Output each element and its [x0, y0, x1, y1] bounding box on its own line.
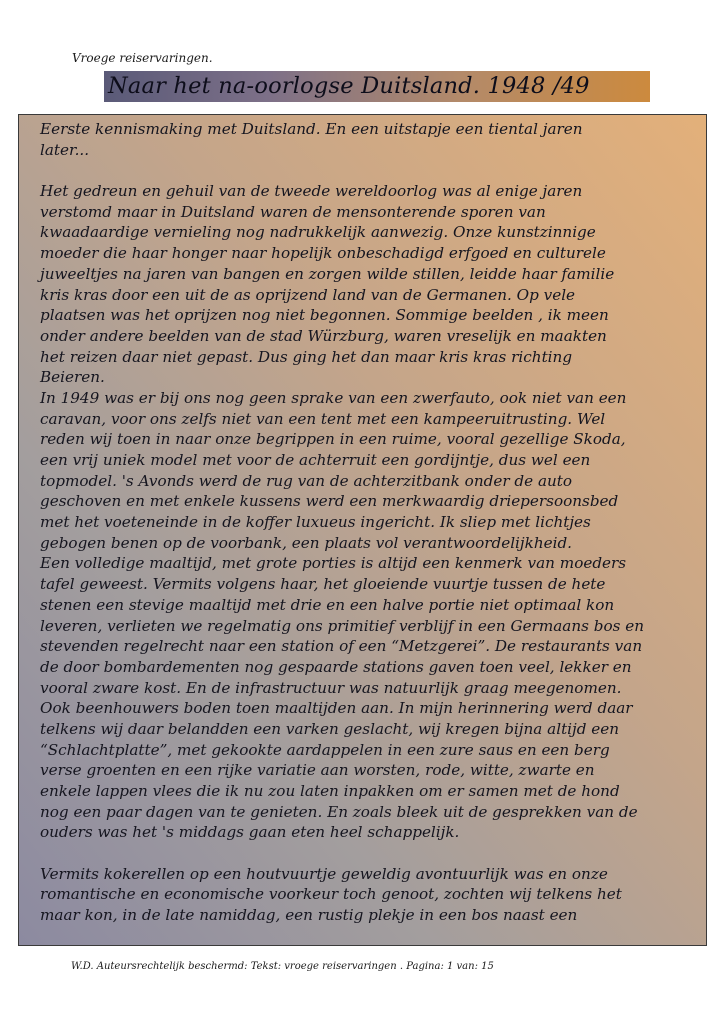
story-body: [40, 119, 700, 926]
text-line: een vrij uniek model met voor de achterruit een gordijntje, dus wel een: [40, 451, 591, 469]
text-line: plaatsen was het oprijzen nog niet begonnen. Sommige beelden , ik meen: [40, 306, 609, 325]
text-line: stevenden regelrecht naar een station of een “Metzgerei”. De restaurants van: [40, 637, 643, 656]
text-line: “Schlachtplatte”, met gekookte aardappelen in een zure saus en een berg: [40, 740, 610, 759]
text-line: juweeltjes na jaren van bangen en zorgen wilde stillen, leidde haar familie: [40, 264, 615, 283]
text-line: stenen een stevige maaltijd met drie en een halve portie niet optimaal kon: [40, 595, 615, 614]
text-line: topmodel. 's Avonds werd de rug van de achterzitbank onder de auto: [40, 471, 573, 490]
text-line: telkens wij daar belandden een varken geslacht, wij kregen bijna altijd een: [40, 719, 620, 738]
title-bar: [104, 71, 650, 102]
text-line: kris kras door een uit de as oprijzend land van de Germanen. Op vele: [40, 285, 576, 304]
text-line: nog een paar dagen van te genieten. En zoals bleek uit de gesprekken van de: [40, 802, 638, 821]
paragraph-gap: [40, 160, 700, 181]
text-line: Vermits kokerellen op een houtvuurtje geweldig avontuurlijk was en onze: [40, 864, 608, 883]
text-line: gebogen benen op de voorbank, een plaats vol verantwoordelijkheid.: [40, 533, 572, 552]
text-line: ouders was het 's middags gaan eten heel schappelijk.: [40, 823, 460, 842]
text-line: enkele lappen vlees die ik nu zou laten inpakken om er samen met de hond: [40, 782, 620, 800]
text-line: leveren, verlieten we regelmatig ons primitief verblijf in een Germaans bos en: [40, 616, 644, 635]
text-line: romantische en economische voorkeur toch genoot, zochten wij telkens het: [40, 885, 622, 904]
text-line: het reizen daar niet gepast. Dus ging het dan maar kris kras richting: [40, 347, 573, 366]
text-line: Het gedreun en gehuil van de tweede wereldoorlog was al enige jaren: [40, 182, 583, 201]
text-line: kwaadaardige vernieling nog nadrukkelijk aanwezig. Onze kunstzinnige: [40, 223, 596, 242]
text-line: Eerste kennismaking met Duitsland. En een uitstapje een tiental jaren: [40, 120, 583, 138]
series-label: Vroege reiservaringen.: [72, 51, 213, 65]
text-line: In 1949 was er bij ons nog geen sprake van een zwerfauto, ook niet van een: [40, 388, 627, 407]
page-footer: W.D. Auteursrechtelijk beschermd: Tekst: vroege reiservaringen . Pagina: 1 van: 15: [71, 961, 494, 972]
story-text-box: [18, 114, 707, 946]
text-line: de door bombardementen nog gespaarde stations gaven toen veel, lekker en: [40, 657, 632, 676]
text-line: verse groenten en een rijke variatie aan worsten, rode, witte, zwarte en: [40, 761, 595, 780]
text-line: geschoven en met enkele kussens werd een merkwaardig driepersoonsbed: [40, 492, 619, 511]
text-line: moeder die haar honger naar hopelijk onbeschadigd erfgoed en culturele: [40, 244, 606, 263]
text-line: met het voeteneinde in de koffer luxueus ingericht. Ik sliep met lichtjes: [40, 513, 591, 532]
text-line: caravan, voor ons zelfs niet van een tent met een kampeeruitrusting. Wel: [40, 409, 606, 428]
text-line: Ook beenhouwers boden toen maaltijden aan. In mijn herinnering werd daar: [40, 699, 633, 718]
paragraph-gap: [40, 843, 700, 864]
text-line: onder andere beelden van de stad Würzburg, waren vreselijk en maakten: [40, 326, 607, 345]
text-line: maar kon, in de late namiddag, een rustig plekje in een bos naast een: [40, 906, 578, 925]
text-line: verstomd maar in Duitsland waren de mensonterende sporen van: [40, 202, 546, 221]
text-line: Beieren.: [40, 368, 105, 387]
text-line: Een volledige maaltijd, met grote porties is altijd een kenmerk van moeders: [40, 554, 627, 573]
text-line: later...: [40, 140, 90, 159]
text-line: vooral zware kost. En de infrastructuur was natuurlijk graag meegenomen.: [40, 678, 622, 697]
page-title: Naar het na-oorlogse Duitsland. 1948 /49: [108, 73, 590, 99]
text-line: tafel geweest. Vermits volgens haar, het gloeiende vuurtje tussen de hete: [40, 575, 606, 594]
text-line: reden wij toen in naar onze begrippen in een ruime, vooral gezellige Skoda,: [40, 430, 626, 449]
